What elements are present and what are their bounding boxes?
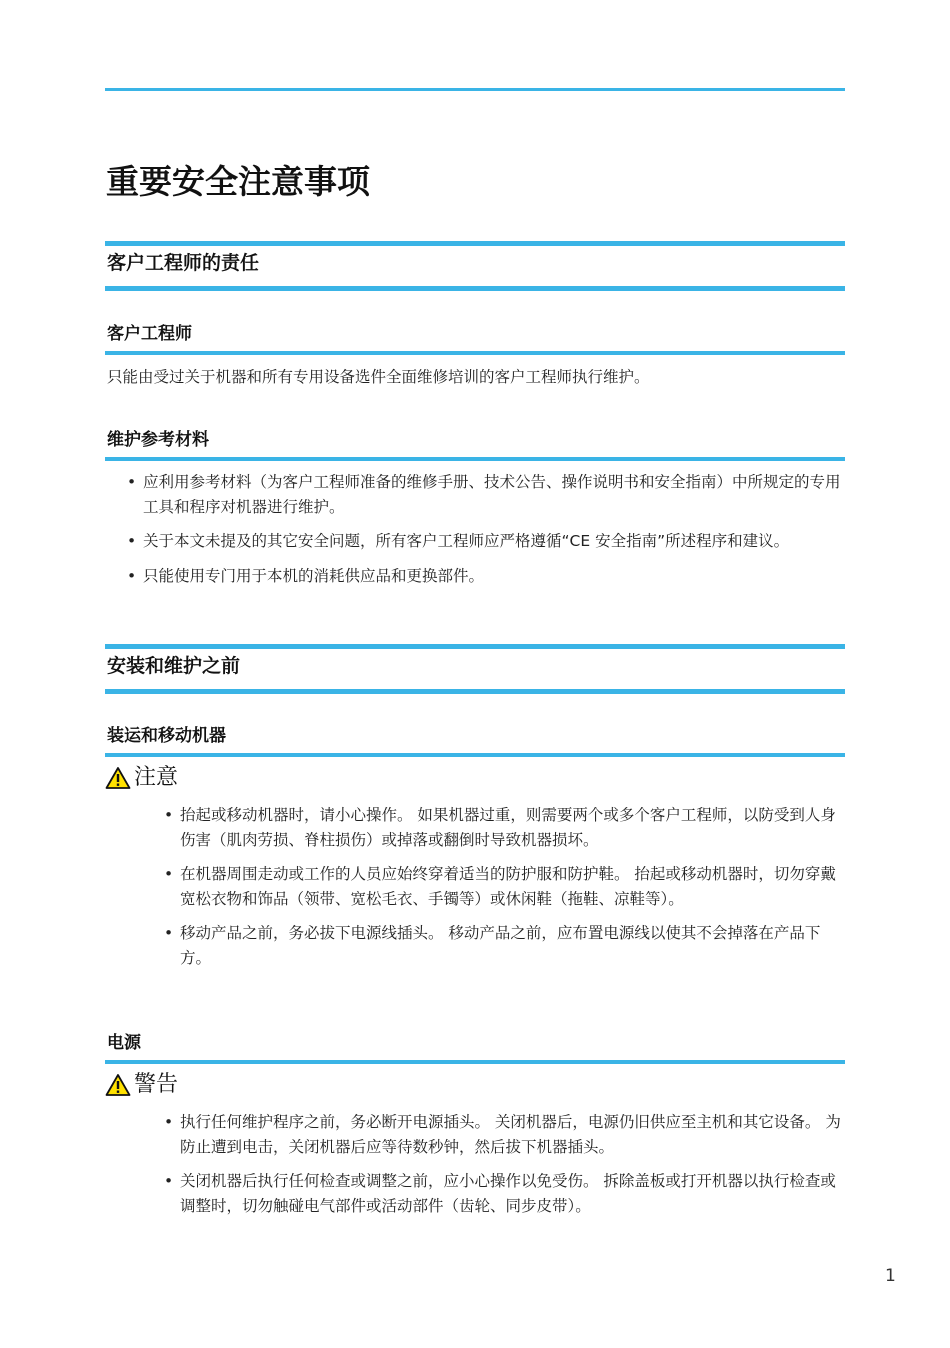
subsection-heading-engineer: 客户工程师 (107, 324, 192, 344)
section-heading-text: 安装和维护之前 (107, 655, 241, 677)
list-item: • 应利用参考材料（为客户工程师准备的维修手册、技术公告、操作说明书和安全指南）中所规定的专用工具和程序对机器进行维护。 (143, 470, 848, 519)
list-item: • 在机器周围走动或工作的人员应始终穿着适当的防护服和防护鞋。 抬起或移动机器时，切勿穿戴宽松衣物和饰品（领带、宽松毛衣、手镯等）或休闲鞋（拖鞋、凉鞋等）。 (180, 862, 848, 911)
bullet-dot: • (164, 924, 174, 942)
page-number: 1 (885, 1266, 896, 1286)
subsection-heading-reference-materials: 维护参考材料 (107, 430, 209, 450)
transport-list (164, 803, 848, 980)
engineer-paragraph: 只能由受过关于机器和所有专用设备选件全面维修培训的客户工程师执行维护。 (107, 368, 650, 386)
bullet-dot: • (164, 865, 174, 883)
warning-label: 警告 (134, 1072, 179, 1097)
list-item: • 只能使用专门用于本机的消耗供应品和更换部件。 (143, 564, 848, 589)
top-rule (105, 88, 845, 91)
subsection-rule (105, 457, 845, 461)
list-item: • 执行任何维护程序之前，务必断开电源插头。 关闭机器后，电源仍旧供应至主机和其它设备。 为防止遭到电击，关闭机器后应等待数秒钟，然后拔下机器插头。 (180, 1110, 848, 1159)
subsection-heading-power: 电源 (107, 1033, 141, 1053)
reference-materials-list (127, 470, 848, 598)
warning-triangle-icon (105, 766, 131, 790)
list-item: • 抬起或移动机器时，请小心操作。 如果机器过重，则需要两个或多个客户工程师，以防受到人身伤害（肌肉劳损、脊柱损伤）或掉落或翻倒时导致机器损坏。 (180, 803, 848, 852)
list-item: • 关闭机器后执行任何检查或调整之前，应小心操作以免受伤。 拆除盖板或打开机器以执行检查或调整时，切勿触碰电气部件或活动部件（齿轮、同步皮带）。 (180, 1169, 848, 1218)
bullet-dot: • (164, 806, 174, 824)
caution-notice (105, 764, 178, 792)
page-title: 重要安全注意事项 (106, 162, 370, 201)
warning-triangle-icon (105, 1073, 131, 1097)
warning-notice (105, 1071, 178, 1099)
list-item: • 移动产品之前，务必拔下电源线插头。 移动产品之前，应布置电源线以使其不会掉落在产品下方。 (180, 921, 848, 970)
bullet-dot: • (127, 532, 137, 550)
subsection-rule (105, 753, 845, 757)
subsection-rule (105, 351, 845, 355)
caution-label: 注意 (134, 765, 179, 790)
bullet-dot: • (127, 566, 137, 585)
section-heading-before-install (105, 644, 845, 694)
section-heading-text: 客户工程师的责任 (107, 252, 260, 274)
subsection-rule (105, 1060, 845, 1064)
bullet-dot: • (127, 473, 137, 491)
list-item: • 关于本文未提及的其它安全问题，所有客户工程师应严格遵循“CE 安全指南”所述程序和建议。 (143, 529, 848, 554)
subsection-heading-transport: 装运和移动机器 (107, 726, 226, 746)
bullet-dot: • (164, 1172, 174, 1190)
section-heading-engineer-responsibility (105, 241, 845, 291)
power-list (164, 1110, 848, 1228)
bullet-dot: • (164, 1113, 174, 1131)
